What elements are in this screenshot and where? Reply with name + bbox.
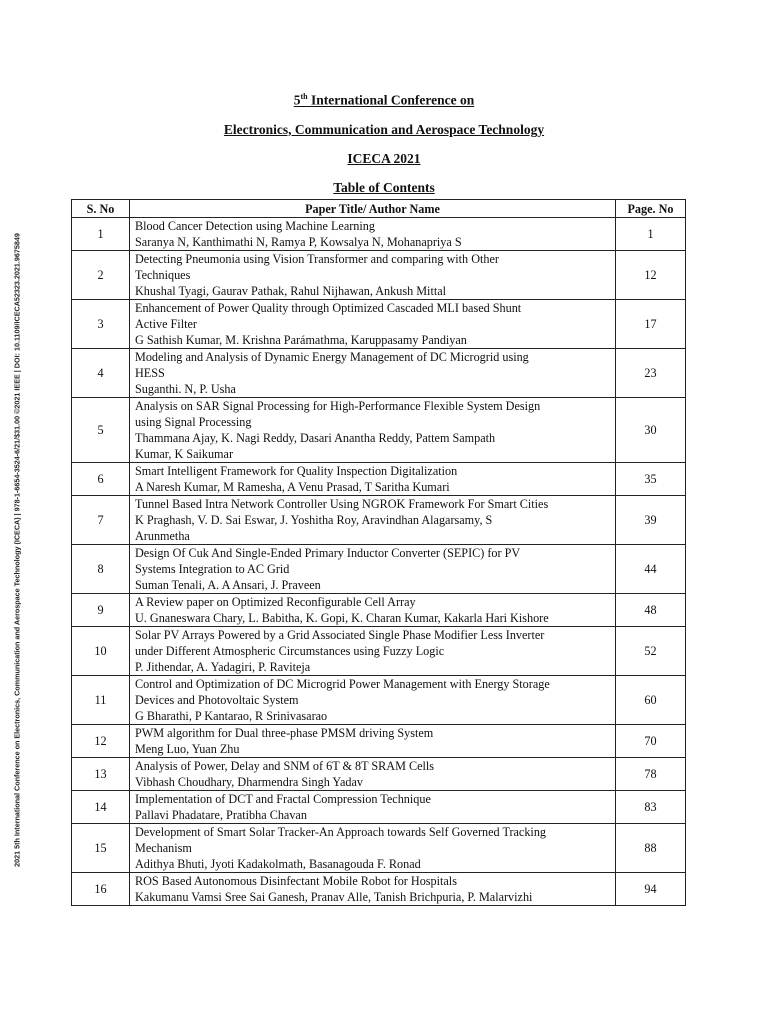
conference-title xyxy=(0,90,768,108)
page-number-cell: 23 xyxy=(616,349,686,398)
paper-title-line: Control and Optimization of DC Microgrid Power Management with Energy Storage xyxy=(135,677,550,691)
table-row xyxy=(72,463,686,496)
paper-authors-line: Meng Luo, Yuan Zhu xyxy=(135,742,240,756)
paper-authors-line: Saranya N, Kanthimathi N, Ramya P, Kowsalya N, Mohanapriya S xyxy=(135,235,462,249)
conference-ordinal-suffix: th xyxy=(300,92,308,101)
paper-cell xyxy=(130,398,616,463)
paper-title-line: Active Filter xyxy=(135,317,197,331)
page-number-cell: 52 xyxy=(616,627,686,676)
serial-number-cell: 9 xyxy=(72,594,130,627)
paper-cell xyxy=(130,545,616,594)
paper-authors-line: Khushal Tyagi, Gaurav Pathak, Rahul Nijhawan, Ankush Mittal xyxy=(135,284,447,298)
table-row xyxy=(72,824,686,873)
page-number-cell: 60 xyxy=(616,676,686,725)
paper-authors-line: A Naresh Kumar, M Ramesha, A Venu Prasad, T Saritha Kumari xyxy=(135,480,450,494)
paper-title-line: Devices and Photovoltaic System xyxy=(135,693,299,707)
paper-cell xyxy=(130,676,616,725)
column-header-page: Page. No xyxy=(616,200,686,218)
table-row xyxy=(72,758,686,791)
paper-title-line: Detecting Pneumonia using Vision Transformer and comparing with Other xyxy=(135,252,499,266)
page-number-cell: 78 xyxy=(616,758,686,791)
paper-authors-line: Suganthi. N, P. Usha xyxy=(135,382,236,396)
paper-cell xyxy=(130,463,616,496)
table-row xyxy=(72,349,686,398)
paper-title-line: Mechanism xyxy=(135,841,192,855)
conference-title-rest: International Conference on xyxy=(307,92,475,108)
serial-number-cell: 12 xyxy=(72,725,130,758)
paper-cell xyxy=(130,824,616,873)
page-number-cell: 94 xyxy=(616,873,686,906)
column-header-sno: S. No xyxy=(72,200,130,218)
paper-cell xyxy=(130,300,616,349)
page-number-cell: 39 xyxy=(616,496,686,545)
paper-cell xyxy=(130,496,616,545)
paper-title-line: Solar PV Arrays Powered by a Grid Associated Single Phase Modifier Less Inverter xyxy=(135,628,545,642)
table-row xyxy=(72,300,686,349)
page-number-cell: 30 xyxy=(616,398,686,463)
table-row xyxy=(72,496,686,545)
paper-title-line: Implementation of DCT and Fractal Compression Technique xyxy=(135,792,431,806)
paper-authors-line: G Sathish Kumar, M. Krishna Parámathma, Karuppasamy Pandiyan xyxy=(135,333,467,347)
paper-authors-line: Suman Tenali, A. A Ansari, J. Praveen xyxy=(135,578,321,592)
serial-number-cell: 4 xyxy=(72,349,130,398)
page-number-cell: 83 xyxy=(616,791,686,824)
paper-title-line: A Review paper on Optimized Reconfigurable Cell Array xyxy=(135,595,416,609)
page-number-cell: 1 xyxy=(616,218,686,251)
paper-authors-line: U. Gnaneswara Chary, L. Babitha, K. Gopi, K. Charan Kumar, Kakarla Hari Kishore xyxy=(135,611,549,625)
table-row xyxy=(72,251,686,300)
page-number-cell: 35 xyxy=(616,463,686,496)
conference-subtitle: Electronics, Communication and Aerospace Technology xyxy=(223,121,545,137)
paper-title-line: Modeling and Analysis of Dynamic Energy Management of DC Microgrid using xyxy=(135,350,529,364)
table-row xyxy=(72,791,686,824)
paper-cell xyxy=(130,725,616,758)
serial-number-cell: 6 xyxy=(72,463,130,496)
paper-authors-line: Kumar, K Saikumar xyxy=(135,447,234,461)
paper-cell xyxy=(130,873,616,906)
paper-title-line: under Different Atmospheric Circumstances using Fuzzy Logic xyxy=(135,644,445,658)
paper-title-line: Design Of Cuk And Single-Ended Primary Inductor Converter (SEPIC) for PV xyxy=(135,546,521,560)
table-row xyxy=(72,398,686,463)
paper-title-line: Tunnel Based Intra Network Controller Using NGROK Framework For Smart Cities xyxy=(135,497,549,511)
serial-number-cell: 1 xyxy=(72,218,130,251)
serial-number-cell: 14 xyxy=(72,791,130,824)
paper-cell xyxy=(130,758,616,791)
paper-title-line: ROS Based Autonomous Disinfectant Mobile Robot for Hospitals xyxy=(135,874,457,888)
table-row xyxy=(72,873,686,906)
paper-title-line: K Praghash, V. D. Sai Eswar, J. Yoshitha Roy, Aravindhan Alagarsamy, S xyxy=(135,513,493,527)
paper-authors-line: Vibhash Choudhary, Dharmendra Singh Yadav xyxy=(135,775,363,789)
serial-number-cell: 10 xyxy=(72,627,130,676)
paper-authors-line: Pallavi Phadatare, Pratibha Chavan xyxy=(135,808,307,822)
table-row xyxy=(72,725,686,758)
conference-ordinal: 5 xyxy=(293,92,301,108)
page-number-cell: 48 xyxy=(616,594,686,627)
conference-acronym: ICECA 2021 xyxy=(347,150,421,166)
paper-title-line: Analysis on SAR Signal Processing for High-Performance Flexible System Design xyxy=(135,399,541,413)
paper-title-line: Techniques xyxy=(135,268,191,282)
paper-cell xyxy=(130,251,616,300)
paper-title-line: Blood Cancer Detection using Machine Learning xyxy=(135,219,375,233)
sidebar-citation-text: 2021 5th International Conference on Electronics, Communication and Aerospace Technology (ICECA) | 978-1-6654-3524-6/21/$31.00 ©2021 IEEE | DOI: 10.1109/ICECA52323.2021.9675849 xyxy=(12,233,22,867)
table-header-row xyxy=(72,200,686,218)
document-header xyxy=(0,90,768,210)
table-row xyxy=(72,218,686,251)
table-row xyxy=(72,594,686,627)
serial-number-cell: 5 xyxy=(72,398,130,463)
column-header-title: Paper Title/ Author Name xyxy=(130,200,616,218)
serial-number-cell: 13 xyxy=(72,758,130,791)
paper-authors-line: Kakumanu Vamsi Sree Sai Ganesh, Pranav Alle, Tanish Brichpuria, P. Malarvizhi xyxy=(135,890,533,904)
page-number-cell: 17 xyxy=(616,300,686,349)
paper-title-line: Thammana Ajay, K. Nagi Reddy, Dasari Anantha Reddy, Pattem Sampath xyxy=(135,431,496,445)
serial-number-cell: 8 xyxy=(72,545,130,594)
table-row xyxy=(72,545,686,594)
paper-authors-line: Arunmetha xyxy=(135,529,190,543)
paper-title-line: Development of Smart Solar Tracker-An Approach towards Self Governed Tracking xyxy=(135,825,547,839)
paper-title-line: Analysis of Power, Delay and SNM of 6T & 8T SRAM Cells xyxy=(135,759,435,773)
table-of-contents xyxy=(71,199,686,906)
paper-title-line: Systems Integration to AC Grid xyxy=(135,562,290,576)
paper-title-line: using Signal Processing xyxy=(135,415,252,429)
paper-cell xyxy=(130,627,616,676)
paper-cell xyxy=(130,218,616,251)
paper-authors-line: G Bharathi, P Kantarao, R Srinivasarao xyxy=(135,709,328,723)
ieee-copyright-sidebar xyxy=(10,150,24,950)
table-row xyxy=(72,676,686,725)
paper-title-line: Smart Intelligent Framework for Quality Inspection Digitalization xyxy=(135,464,458,478)
serial-number-cell: 15 xyxy=(72,824,130,873)
paper-cell xyxy=(130,349,616,398)
serial-number-cell: 7 xyxy=(72,496,130,545)
serial-number-cell: 11 xyxy=(72,676,130,725)
paper-authors-line: P. Jithendar, A. Yadagiri, P. Raviteja xyxy=(135,660,311,674)
paper-title-line: Enhancement of Power Quality through Optimized Cascaded MLI based Shunt xyxy=(135,301,522,315)
paper-authors-line: Adithya Bhuti, Jyoti Kadakolmath, Basanagouda F. Ronad xyxy=(135,857,421,871)
serial-number-cell: 3 xyxy=(72,300,130,349)
serial-number-cell: 16 xyxy=(72,873,130,906)
paper-title-line: PWM algorithm for Dual three-phase PMSM driving System xyxy=(135,726,434,740)
page-number-cell: 12 xyxy=(616,251,686,300)
toc-title: Table of Contents xyxy=(333,179,435,195)
page-number-cell: 70 xyxy=(616,725,686,758)
table-body xyxy=(72,218,686,906)
table-row xyxy=(72,627,686,676)
serial-number-cell: 2 xyxy=(72,251,130,300)
paper-title-line: HESS xyxy=(135,366,165,380)
paper-cell xyxy=(130,791,616,824)
paper-cell xyxy=(130,594,616,627)
page-number-cell: 44 xyxy=(616,545,686,594)
page-number-cell: 88 xyxy=(616,824,686,873)
